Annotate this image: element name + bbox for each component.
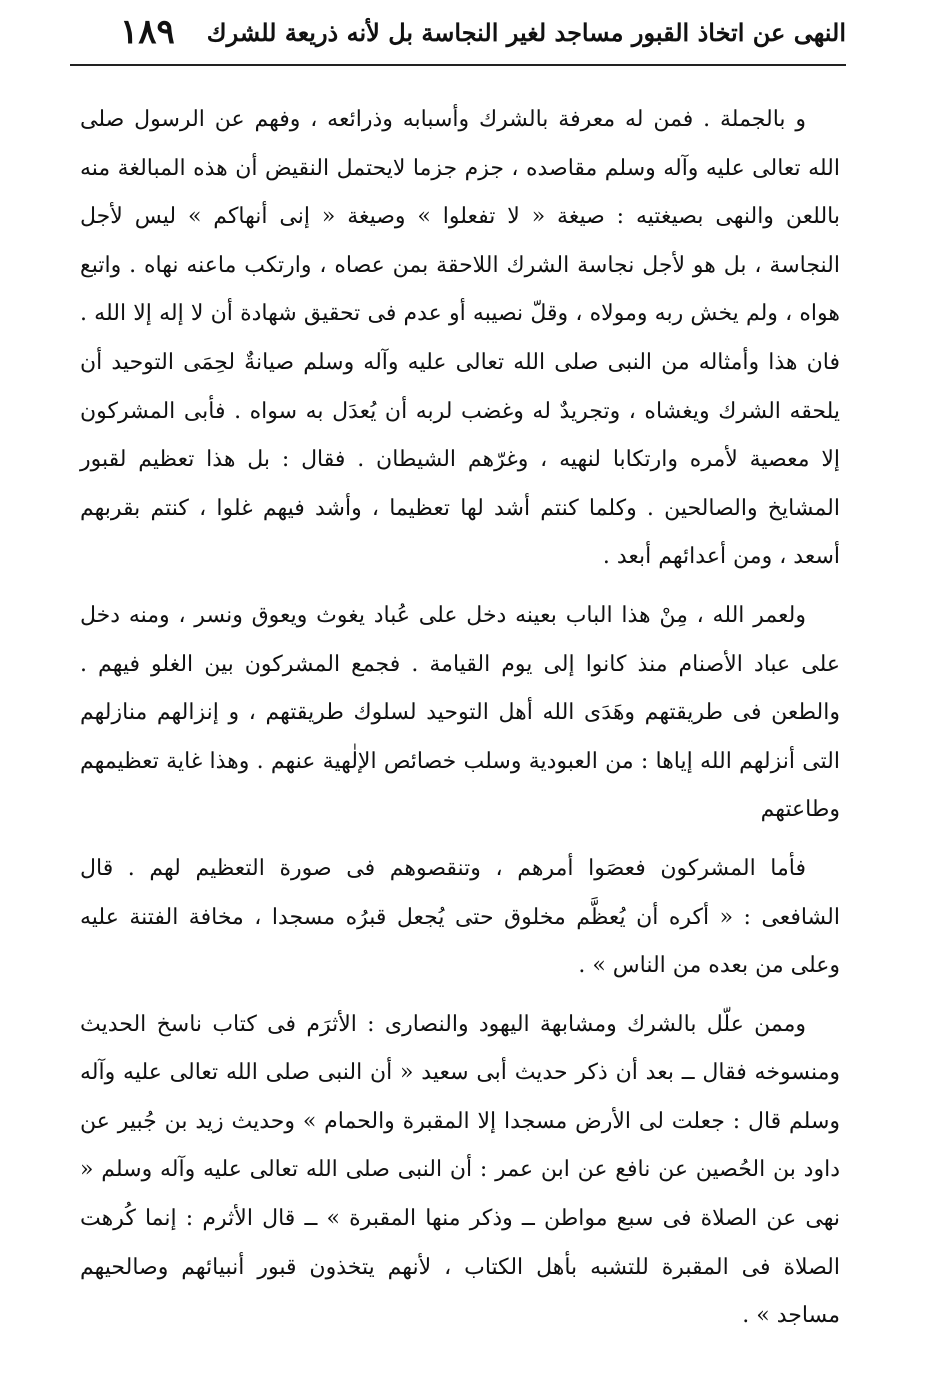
running-header [70,12,846,60]
paragraph: وممن علّل بالشرك ومشابهة اليهود والنصارى : الأثرَم فى كتاب ناسخ الحديث ومنسوخه فقال ــ بعد أن ذكر حديث أبى سعيد « أن النبى صلى الله تعالى عليه وآله وسلم قال : جعلت لى الأرض مسجدا إلا المقبرة والحمام » وحديث زيد بن جُبير عن داود بن الحُصين عن نافع عن ابن عمر : أن النبى صلى الله تعالى عليه وآله وسلم « نهى عن الصلاة فى سبع مواطن ــ وذكر منها المقبرة » ــ قال الأثرم : إنما كُرهت الصلاة فى المقبرة للتشبه بأهل الكتاب ، لأنهم يتخذون قبور أنبيائهم وصالحيهم مساجد » . [80,1011,840,1329]
paragraph: فأما المشركون فعصَوا أمرهم ، وتنقصوهم فى صورة التعظيم لهم . قال الشافعى : « أكره أن يُعظَّم مخلوق حتى يُجعل قبرُه مسجدا ، مخافة الفتنة عليه وعلى من بعده من الناس » . [80,855,840,979]
header-title: النهى عن اتخاذ القبور مساجد لغير النجاسة بل لأنه ذريعة للشرك [206,18,846,47]
page-number: ١٨٩ [120,12,175,52]
page-body [80,96,840,1351]
paragraph: ولعمر الله ، مِنْ هذا الباب بعينه دخل على عُباد يغوث ويعوق ونسر ، ومنه دخل على عباد الأصنام منذ كانوا إلى يوم القيامة . فجمع المشركون بين الغلو فيهم . والطعن فى طريقتهم وهَدَى الله أهل التوحيد لسلوك طريقتهم ، و إنزالهم منازلهم التى أنزلهم الله إياها : من العبودية وسلب خصائص الإلٰهية عنهم . وهذا غاية تعظيمهم وطاعتهم [80,602,840,823]
header-divider [70,64,846,66]
paragraph: و بالجملة . فمن له معرفة بالشرك وأسبابه وذرائعه ، وفهم عن الرسول صلى الله تعالى عليه وآله وسلم مقاصده ، جزم جزما لايحتمل النقيض أن هذه المبالغة منه باللعن والنهى بصيغتيه : صيغة « لا تفعلوا » وصيغة « إنى أنهاكم » ليس لأجل النجاسة ، بل هو لأجل نجاسة الشرك اللاحقة بمن عصاه ، وارتكب ماعنه نهاه . واتبع هواه ، ولم يخش ربه ومولاه ، وقلّ نصيبه أو عدم فى تحقيق شهادة أن لا إله إلا الله . فان هذا وأمثاله من النبى صلى الله تعالى عليه وآله وسلم صيانةٌ لحِمَى التوحيد أن يلحقه الشرك ويغشاه ، وتجريدٌ له وغضب لربه أن يُعدَل به سواه . فأبى المشركون إلا معصية لأمره وارتكابا لنهيه ، وغرّهم الشيطان . فقال : بل هذا تعظيم لقبور المشايخ والصالحين . وكلما كنتم أشد لها تعظيما ، وأشد فيهم غلوا ، كنتم بقربهم أسعد ، ومن أعدائهم أبعد . [80,107,840,570]
